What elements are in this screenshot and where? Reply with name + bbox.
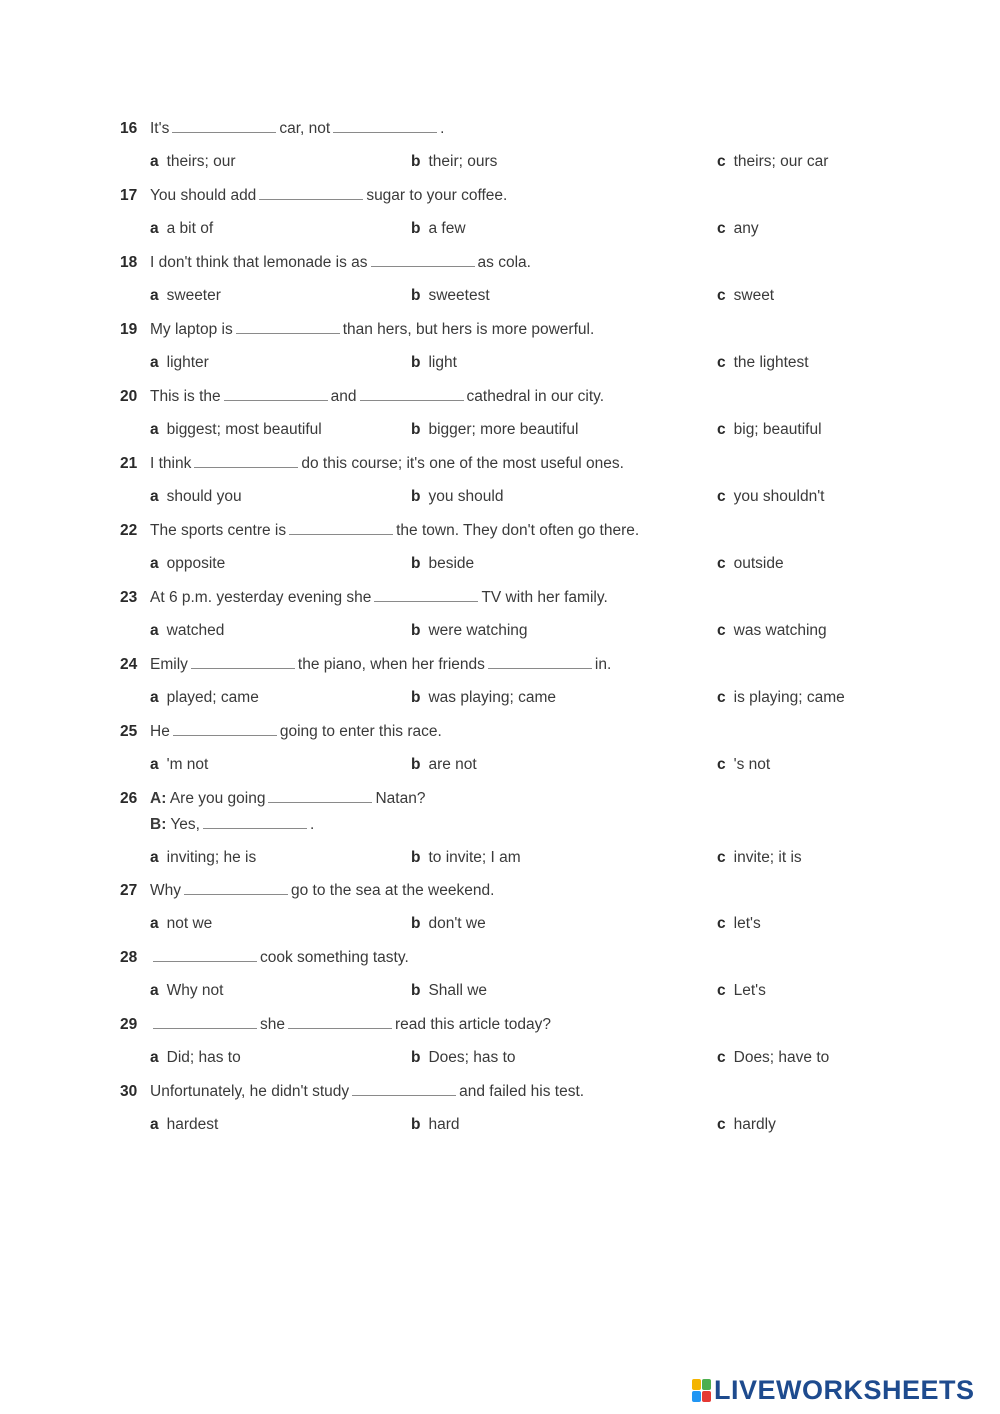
- answer-blank[interactable]: [360, 399, 464, 401]
- question-text: the piano, when her friends: [297, 656, 485, 673]
- question-text: .: [440, 120, 445, 137]
- option-text: sweeter: [166, 287, 221, 304]
- answer-options: [0, 219, 1000, 241]
- option-letter: a: [150, 153, 159, 170]
- option-b[interactable]: [411, 353, 457, 373]
- option-text: Let's: [733, 982, 766, 999]
- question-text: This is the: [150, 388, 221, 405]
- answer-options: [0, 848, 1000, 870]
- option-letter: a: [150, 220, 159, 237]
- answer-blank[interactable]: [289, 533, 393, 535]
- option-a[interactable]: [150, 554, 225, 574]
- option-a[interactable]: [150, 914, 212, 934]
- option-letter: c: [717, 915, 726, 932]
- option-letter: a: [150, 488, 159, 505]
- option-letter: b: [411, 756, 421, 773]
- question-text: go to the sea at the weekend.: [291, 882, 495, 899]
- answer-options: [0, 621, 1000, 643]
- answer-blank[interactable]: [184, 893, 288, 895]
- question-text: in.: [594, 656, 612, 673]
- option-a[interactable]: [150, 152, 236, 172]
- option-text: a bit of: [166, 220, 214, 237]
- question-text: Yes,: [170, 816, 200, 833]
- question-text: than hers, but hers is more powerful.: [342, 321, 595, 338]
- question-number: 29: [120, 1016, 138, 1033]
- question-text: Are you going: [169, 790, 266, 807]
- option-letter: b: [411, 982, 421, 999]
- answer-blank[interactable]: [224, 399, 328, 401]
- option-letter: b: [411, 1116, 421, 1133]
- option-letter: c: [717, 849, 726, 866]
- option-a[interactable]: [150, 219, 213, 239]
- option-letter: b: [411, 488, 421, 505]
- liveworksheets-logo: [692, 1376, 975, 1404]
- option-text: biggest; most beautiful: [166, 421, 322, 438]
- logo-tile: [702, 1391, 711, 1402]
- option-a[interactable]: [150, 353, 209, 373]
- question-stem: [120, 454, 624, 474]
- question-text: It's: [150, 120, 170, 137]
- answer-blank[interactable]: [259, 198, 363, 200]
- question-text: she: [260, 1016, 285, 1033]
- option-c[interactable]: [717, 420, 822, 440]
- option-a[interactable]: [150, 981, 223, 1001]
- option-text: to invite; I am: [428, 849, 521, 866]
- option-text: was playing; came: [428, 689, 556, 706]
- option-c[interactable]: [717, 353, 809, 373]
- option-text: let's: [733, 915, 761, 932]
- question-text: as cola.: [477, 254, 531, 271]
- option-a[interactable]: [150, 848, 256, 868]
- option-c[interactable]: [717, 286, 774, 306]
- question-stem-second-line: [150, 815, 314, 835]
- question-number: 24: [120, 656, 138, 673]
- option-letter: b: [411, 1049, 421, 1066]
- answer-blank[interactable]: [236, 332, 340, 334]
- answer-options: [0, 914, 1000, 936]
- option-text: Did; has to: [166, 1049, 241, 1066]
- option-text: lighter: [166, 354, 209, 371]
- answer-options: [0, 353, 1000, 375]
- option-a[interactable]: [150, 1048, 241, 1068]
- answer-options: [0, 688, 1000, 710]
- question-text: sugar to your coffee.: [366, 187, 508, 204]
- option-letter: a: [150, 354, 159, 371]
- question-text: the town. They don't often go there.: [396, 522, 640, 539]
- question-stem: [120, 387, 604, 407]
- question-stem: [120, 119, 444, 139]
- option-text: 'm not: [166, 756, 209, 773]
- question-stem: [120, 588, 608, 608]
- option-text: sweetest: [428, 287, 490, 304]
- option-c[interactable]: [717, 1115, 776, 1135]
- answer-options: [0, 1048, 1000, 1070]
- option-text: Does; has to: [428, 1049, 516, 1066]
- option-c[interactable]: [717, 554, 784, 574]
- option-b[interactable]: [411, 152, 497, 172]
- option-text: Shall we: [428, 982, 488, 999]
- option-a[interactable]: [150, 755, 208, 775]
- option-letter: a: [150, 982, 159, 999]
- option-text: any: [733, 220, 759, 237]
- answer-options: [0, 152, 1000, 174]
- answer-blank[interactable]: [153, 1027, 257, 1029]
- option-text: sweet: [733, 287, 775, 304]
- option-letter: c: [717, 622, 726, 639]
- option-text: not we: [166, 915, 213, 932]
- option-text: hard: [428, 1116, 460, 1133]
- option-text: hardly: [733, 1116, 776, 1133]
- option-text: are not: [428, 756, 477, 773]
- question-stem: [120, 186, 507, 206]
- question-text: TV with her family.: [481, 589, 608, 606]
- question-text: At 6 p.m. yesterday evening she: [150, 589, 372, 606]
- question-stem: [120, 320, 594, 340]
- option-b[interactable]: [411, 1115, 460, 1135]
- question-text: My laptop is: [150, 321, 233, 338]
- answer-options: [0, 487, 1000, 509]
- option-letter: c: [717, 1049, 726, 1066]
- option-text: theirs; our car: [733, 153, 829, 170]
- question-number: 20: [120, 388, 138, 405]
- option-text: opposite: [166, 555, 226, 572]
- option-letter: a: [150, 1116, 159, 1133]
- option-text: bigger; more beautiful: [428, 421, 579, 438]
- question-text: You should add: [150, 187, 257, 204]
- option-letter: b: [411, 849, 421, 866]
- question-number: 19: [120, 321, 138, 338]
- question-text: .: [309, 816, 315, 833]
- liveworksheets-logo-icon: [692, 1379, 710, 1401]
- option-letter: c: [717, 354, 726, 371]
- option-c[interactable]: [717, 688, 845, 708]
- question-number: 16: [120, 120, 138, 137]
- question-number: 23: [120, 589, 138, 606]
- option-b[interactable]: [411, 286, 490, 306]
- logo-tile: [692, 1391, 701, 1402]
- option-text: should you: [166, 488, 242, 505]
- option-letter: c: [717, 555, 726, 572]
- answer-blank[interactable]: [153, 960, 257, 962]
- option-text: outside: [733, 555, 784, 572]
- question-text: going to enter this race.: [279, 723, 442, 740]
- question-stem: [120, 655, 611, 675]
- option-b[interactable]: [411, 420, 578, 440]
- question-number: 30: [120, 1083, 138, 1100]
- option-c[interactable]: [717, 755, 770, 775]
- answer-blank[interactable]: [268, 801, 372, 803]
- question-number: 28: [120, 949, 138, 966]
- question-text: He: [150, 723, 170, 740]
- option-text: were watching: [428, 622, 528, 639]
- question-number: 25: [120, 723, 138, 740]
- question-text: I don't think that lemonade is as: [150, 254, 368, 271]
- option-b[interactable]: [411, 914, 486, 934]
- question-text: cathedral in our city.: [466, 388, 605, 405]
- option-a[interactable]: [150, 621, 224, 641]
- option-letter: a: [150, 622, 159, 639]
- question-text: I think: [150, 455, 192, 472]
- option-a[interactable]: [150, 1115, 218, 1135]
- option-letter: b: [411, 622, 421, 639]
- question-text: Natan?: [375, 790, 426, 807]
- option-letter: a: [150, 421, 159, 438]
- option-letter: b: [411, 555, 421, 572]
- option-text: their; ours: [428, 153, 498, 170]
- option-b[interactable]: [411, 219, 466, 239]
- option-text: watched: [166, 622, 225, 639]
- option-text: beside: [428, 555, 475, 572]
- option-text: don't we: [428, 915, 486, 932]
- answer-options: [0, 286, 1000, 308]
- option-b[interactable]: [411, 621, 528, 641]
- question-number: 26: [120, 790, 138, 807]
- option-c[interactable]: [717, 487, 824, 507]
- option-text: big; beautiful: [733, 421, 822, 438]
- option-letter: b: [411, 153, 421, 170]
- question-text: The sports centre is: [150, 522, 287, 539]
- option-letter: c: [717, 287, 726, 304]
- option-letter: b: [411, 287, 421, 304]
- answer-options: [0, 981, 1000, 1003]
- option-text: theirs; our: [166, 153, 236, 170]
- option-b[interactable]: [411, 755, 477, 775]
- option-text: the lightest: [733, 354, 809, 371]
- option-c[interactable]: [717, 1048, 829, 1068]
- option-letter: a: [150, 1049, 159, 1066]
- option-c[interactable]: [717, 152, 828, 172]
- option-letter: c: [717, 756, 726, 773]
- answer-options: [0, 1115, 1000, 1137]
- question-number: 22: [120, 522, 138, 539]
- answer-blank[interactable]: [352, 1094, 456, 1096]
- option-text: light: [428, 354, 457, 371]
- question-stem: [120, 1082, 584, 1102]
- option-a[interactable]: [150, 286, 221, 306]
- option-text: 's not: [733, 756, 771, 773]
- question-text: and: [330, 388, 357, 405]
- question-stem: [120, 881, 494, 901]
- option-letter: b: [411, 421, 421, 438]
- option-text: was watching: [733, 622, 827, 639]
- option-b[interactable]: [411, 848, 521, 868]
- option-b[interactable]: [411, 1048, 516, 1068]
- option-letter: a: [150, 756, 159, 773]
- option-letter: c: [717, 488, 726, 505]
- option-a[interactable]: [150, 688, 259, 708]
- answer-blank[interactable]: [203, 827, 307, 829]
- option-letter: c: [717, 421, 726, 438]
- question-stem: [120, 253, 531, 273]
- option-c[interactable]: [717, 219, 759, 239]
- option-text: played; came: [166, 689, 259, 706]
- logo-text: LIVEWORKSHEETS: [714, 1374, 975, 1405]
- option-c[interactable]: [717, 621, 827, 641]
- question-text: car, not: [279, 120, 331, 137]
- answer-blank[interactable]: [194, 466, 298, 468]
- question-stem: [120, 1015, 551, 1035]
- option-letter: a: [150, 555, 159, 572]
- question-text: Why: [150, 882, 181, 899]
- speaker-label: B:: [150, 816, 167, 833]
- answer-options: [0, 420, 1000, 442]
- logo-tile: [702, 1379, 711, 1390]
- question-text: Unfortunately, he didn't study: [150, 1083, 350, 1100]
- answer-blank[interactable]: [172, 131, 276, 133]
- answer-blank[interactable]: [488, 667, 592, 669]
- option-text: is playing; came: [733, 689, 845, 706]
- option-b[interactable]: [411, 554, 474, 574]
- option-c[interactable]: [717, 981, 766, 1001]
- option-letter: b: [411, 689, 421, 706]
- option-text: invite; it is: [733, 849, 802, 866]
- option-c[interactable]: [717, 848, 802, 868]
- option-a[interactable]: [150, 420, 322, 440]
- option-letter: b: [411, 354, 421, 371]
- option-text: Why not: [166, 982, 224, 999]
- answer-blank[interactable]: [173, 734, 277, 736]
- option-c[interactable]: [717, 914, 761, 934]
- question-text: and failed his test.: [459, 1083, 585, 1100]
- answer-blank[interactable]: [191, 667, 295, 669]
- option-b[interactable]: [411, 487, 503, 507]
- option-text: hardest: [166, 1116, 219, 1133]
- answer-blank[interactable]: [371, 265, 475, 267]
- answer-blank[interactable]: [288, 1027, 392, 1029]
- question-number: 27: [120, 882, 138, 899]
- option-letter: c: [717, 220, 726, 237]
- option-letter: a: [150, 849, 159, 866]
- question-stem: [120, 521, 639, 541]
- option-letter: a: [150, 689, 159, 706]
- option-letter: c: [717, 153, 726, 170]
- option-letter: a: [150, 287, 159, 304]
- option-text: a few: [428, 220, 466, 237]
- logo-tile: [692, 1379, 701, 1390]
- speaker-label: A:: [150, 790, 167, 807]
- question-text: Emily: [150, 656, 188, 673]
- question-text: read this article today?: [395, 1016, 551, 1033]
- option-text: Does; have to: [733, 1049, 830, 1066]
- option-letter: b: [411, 220, 421, 237]
- option-letter: c: [717, 689, 726, 706]
- option-text: you shouldn't: [733, 488, 825, 505]
- question-stem: [120, 948, 409, 968]
- option-letter: c: [717, 982, 726, 999]
- question-stem: [120, 789, 425, 809]
- option-b[interactable]: [411, 688, 556, 708]
- answer-options: [0, 755, 1000, 777]
- question-text: do this course; it's one of the most useful ones.: [301, 455, 624, 472]
- question-number: 17: [120, 187, 138, 204]
- answer-blank[interactable]: [374, 600, 478, 602]
- option-letter: a: [150, 915, 159, 932]
- question-number: 18: [120, 254, 138, 271]
- question-text: cook something tasty.: [260, 949, 409, 966]
- option-a[interactable]: [150, 487, 242, 507]
- answer-blank[interactable]: [333, 131, 437, 133]
- option-letter: c: [717, 1116, 726, 1133]
- answer-options: [0, 554, 1000, 576]
- option-b[interactable]: [411, 981, 487, 1001]
- question-number: 21: [120, 455, 138, 472]
- option-letter: b: [411, 915, 421, 932]
- question-stem: [120, 722, 442, 742]
- option-text: inviting; he is: [166, 849, 257, 866]
- option-text: you should: [428, 488, 504, 505]
